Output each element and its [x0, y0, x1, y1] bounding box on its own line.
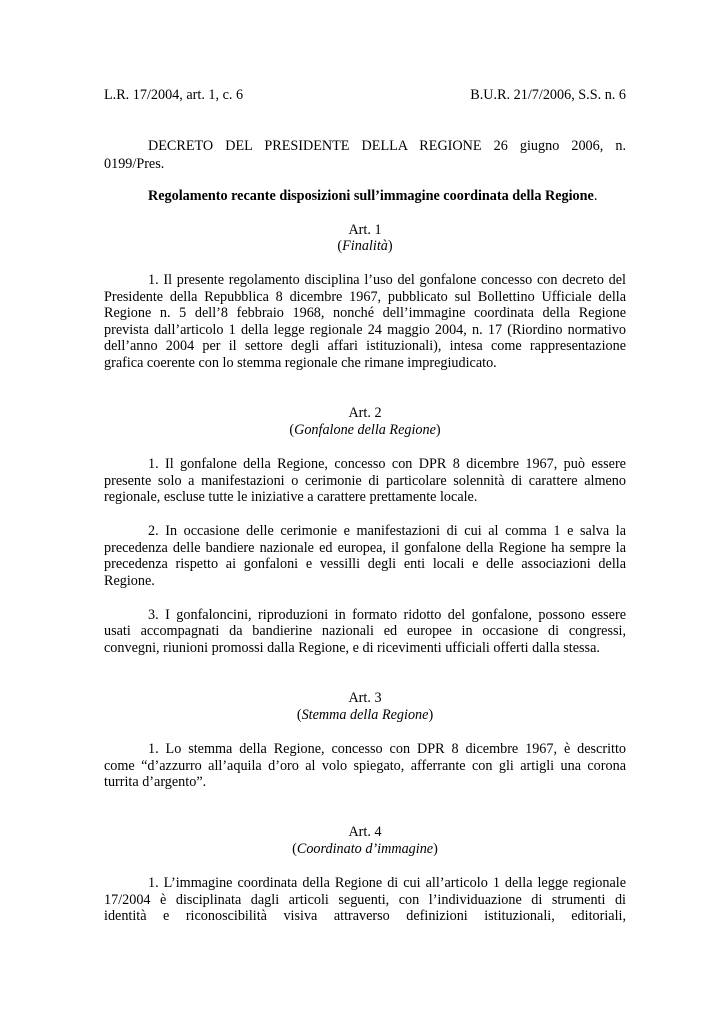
decree-line-1: DECRETO DEL PRESIDENTE DELLA REGIONE 26 giugno 2006, n.	[148, 138, 626, 154]
art3-p1-line: 1. Lo stemma della Regione, concesso con DPR 8 dicembre 1967, è descritto	[148, 741, 626, 757]
art1-title: Finalità	[342, 238, 388, 254]
art2-p3-line: 3. I gonfaloncini, riproduzioni in formato ridotto del gonfalone, possono essere	[148, 607, 626, 623]
art2-p1-line: regionale, escluse tutte le iniziative a carattere prettamente locale.	[104, 489, 478, 505]
art1-p1-line: 1. Il presente regolamento disciplina l’uso del gonfalone concesso con decreto del	[148, 272, 626, 288]
art1-p1-line: Regione n. 5 dell’8 febbraio 1968, nonché dell’immagine coordinata della Regione	[104, 305, 626, 321]
art3-number: Art. 3	[348, 690, 382, 706]
art4-paren-open: (	[292, 841, 297, 857]
art1-p1-line: dell’anno 2004 per il settore degli affari istituzionali), intesa come rappresentazione	[104, 338, 626, 354]
art4-p1-line: 1. L’immagine coordinata della Regione di cui all’articolo 1 della legge regionale	[148, 875, 626, 891]
art2-paren-close: )	[435, 422, 441, 438]
regulation-title-text: Regolamento recante disposizioni sull’immagine coordinata della Regione	[148, 188, 594, 204]
art1-p1-line: grafica coerente con lo stemma regionale che rimane impregiudicato.	[104, 355, 497, 371]
decree-line-2: 0199/Pres.	[104, 156, 165, 172]
art4-paren-close: )	[433, 841, 438, 857]
art4-number: Art. 4	[348, 824, 382, 840]
art4-title: Coordinato d’immagine	[296, 841, 434, 857]
art2-p3-line: convegni, riunioni promossi dalla Regione, e di ricevimenti ufficiali offerti dalla stessa.	[104, 640, 600, 656]
art3-p1-line: turrita d’argento”.	[104, 774, 207, 790]
regulation-title-period: .	[593, 188, 598, 204]
art1-paren-close: )	[387, 238, 393, 254]
art2-p2-line: precedenza rispetto ai gonfaloni e vessilli degli enti locali e delle associazioni della	[104, 556, 626, 572]
art3-paren-close: )	[428, 707, 434, 723]
header-law-reference: L.R. 17/2004, art. 1, c. 6	[104, 87, 244, 103]
art2-p3-line: usati accompagnati da bandierine nazionali ed europee in occasione di congressi,	[104, 623, 626, 639]
art4-p1-line: identità e riconoscibilità visiva attraverso definizioni istituzionali, editoriali,	[104, 908, 626, 924]
art2-p2-line: precedenza delle bandiere nazionale ed europea, il gonfalone della Regione ha sempre la	[104, 540, 626, 556]
art1-paren-open: (	[337, 238, 343, 254]
art3-heading	[104, 706, 626, 724]
art2-title: Gonfalone della Regione	[294, 422, 436, 438]
art2-p2-line: Regione.	[104, 573, 155, 589]
document-header	[104, 86, 626, 104]
art1-p1-line: Presidente della Repubblica 8 dicembre 1967, pubblicato sul Bollettino Ufficiale della	[104, 289, 626, 305]
art3-p1-line: come “d’azzurro all’aquila d’oro al volo spiegato, afferrante con gli artigli una corona	[104, 758, 626, 774]
art2-number: Art. 2	[348, 405, 382, 421]
art2-heading	[104, 421, 626, 439]
art4-p1-line: 17/2004 è disciplinata dagli articoli seguenti, con l’individuazione di strumenti di	[104, 892, 626, 908]
art3-paren-open: (	[296, 707, 302, 723]
art1-heading	[104, 237, 626, 255]
art2-p2-line: 2. In occasione delle cerimonie e manifestazioni di cui al comma 1 e salva la	[148, 523, 626, 539]
header-bur-reference: B.U.R. 21/7/2006, S.S. n. 6	[470, 87, 626, 103]
art2-p1-line: 1. Il gonfalone della Regione, concesso con DPR 8 dicembre 1967, può essere	[148, 456, 626, 472]
art4-heading	[104, 840, 626, 858]
regulation-title	[104, 187, 626, 205]
art1-number: Art. 1	[348, 222, 382, 238]
art2-p1-line: presente solo a manifestazioni o cerimonie di particolare solennità di carattere almeno	[104, 473, 626, 489]
art3-title: Stemma della Regione	[301, 707, 429, 723]
art1-p1-line: prevista dall’articolo 1 della legge regionale 24 maggio 2004, n. 17 (Riordino normativo	[104, 322, 626, 338]
art2-paren-open: (	[289, 422, 295, 438]
